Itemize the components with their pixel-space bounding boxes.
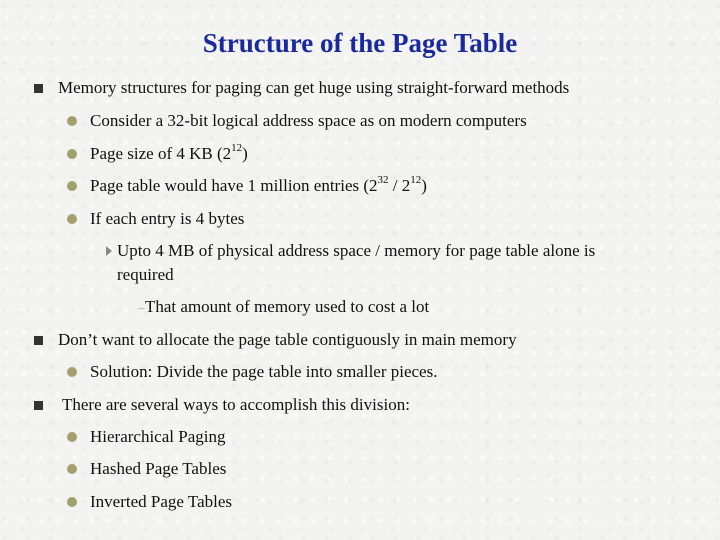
bullet-4mb-line2: required bbox=[117, 265, 174, 284]
dot-bullet-icon bbox=[67, 214, 77, 224]
dot-bullet-icon bbox=[67, 181, 77, 191]
dot-bullet-icon bbox=[67, 149, 77, 159]
bullet-several-ways: There are several ways to accomplish this division: bbox=[62, 395, 410, 414]
bullet-inverted: Inverted Page Tables bbox=[90, 492, 233, 511]
bullet-memory-structures: Memory structures for paging can get huge using straight-forward methods bbox=[58, 78, 570, 97]
bullet-hierarchical: Hierarchical Paging bbox=[90, 427, 226, 446]
dot-bullet-icon bbox=[67, 367, 77, 377]
triangle-bullet-icon bbox=[106, 246, 112, 256]
dot-bullet-icon bbox=[67, 464, 77, 474]
dot-bullet-icon bbox=[67, 432, 77, 442]
dot-bullet-icon bbox=[67, 497, 77, 507]
slide-title: Structure of the Page Table bbox=[202, 28, 518, 58]
dash-bullet-icon: – bbox=[138, 300, 145, 315]
bullet-page-table-entries: Page table would have 1 million entries $(2^{32} / 2^{12})$ bbox=[90, 174, 427, 195]
bullet-hashed: Hashed Page Tables bbox=[90, 459, 227, 478]
bullet-entry-size: If each entry is 4 bytes bbox=[90, 209, 245, 228]
square-bullet-icon bbox=[34, 336, 43, 345]
square-bullet-icon bbox=[34, 84, 43, 93]
bullet-4mb-line1: Upto 4 MB of physical address space / memory for page table alone is bbox=[117, 241, 596, 260]
bullet-page-size: Page size of 4 KB $(2^{12})$ bbox=[90, 142, 248, 163]
bullet-contiguous: Don’t want to allocate the page table contiguously in main memory bbox=[58, 330, 517, 349]
square-bullet-icon bbox=[34, 401, 43, 410]
bullet-32bit-address: Consider a 32-bit logical address space as on modern computers bbox=[90, 111, 527, 130]
dot-bullet-icon bbox=[67, 116, 77, 126]
bullet-cost-a-lot: That amount of memory used to cost a lot bbox=[145, 297, 430, 316]
bullet-solution: Solution: Divide the page table into smaller pieces. bbox=[90, 362, 438, 381]
